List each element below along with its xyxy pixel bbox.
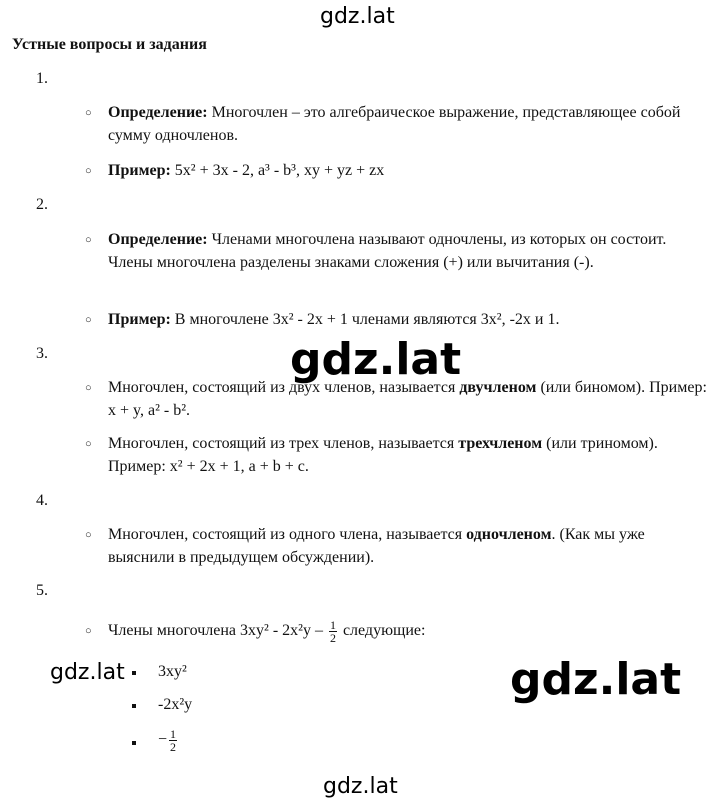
item-number: 5. <box>36 582 48 599</box>
item-text: Многочлен, состоящий из одного члена, называется <box>108 526 467 543</box>
item-text: Многочлен – это алгебраическое выражение, представляющее собой сумму одночленов. <box>108 104 681 144</box>
item-term: двучленом <box>459 379 537 396</box>
list-item <box>108 308 708 331</box>
item-label: Пример: <box>108 311 171 328</box>
item-text: Членами многочлена называют одночлены, из которых он состоит. Члены многочлена разделены знаками сложения (+) или вычитания (-). <box>108 231 667 271</box>
sub-list-item: 3xy² <box>158 663 187 680</box>
circle-bullet-icon: ○ <box>85 165 92 177</box>
item-text: Многочлен, состоящий из двух членов, называется <box>108 379 460 396</box>
item-term: трехчленом <box>458 435 543 452</box>
item-number: 1. <box>36 70 48 87</box>
watermark-left: gdz.lat <box>50 660 125 685</box>
list-item <box>108 159 708 182</box>
fraction <box>169 728 177 753</box>
list-item <box>108 376 708 422</box>
sub-list-item <box>158 728 179 753</box>
square-bullet-icon <box>132 741 136 745</box>
item-text: . (Как мы уже выяснили в предыдущем обсуждении). <box>108 526 645 566</box>
item-text: В многочлене 3x² - 2x + 1 членами являются 3x², -2x и 1. <box>170 311 560 328</box>
section-heading: Устные вопросы и задания <box>12 36 207 53</box>
fraction-numerator: 1 <box>170 727 177 741</box>
item-label: Пример: <box>108 162 171 179</box>
item-number: 2. <box>36 196 48 213</box>
item-text: (или биномом). Пример: x + y, a² - b². <box>108 379 707 419</box>
circle-bullet-icon: ○ <box>85 438 92 450</box>
list-item <box>108 228 708 274</box>
watermark-top: gdz.lat <box>320 4 395 29</box>
item-text: следующие: <box>338 622 426 640</box>
watermark-bottom: gdz.lat <box>323 774 398 799</box>
list-item <box>108 523 708 569</box>
item-text: Многочлен, состоящий из трех членов, называется <box>108 435 459 452</box>
list-item <box>108 101 708 147</box>
fraction-denominator: 2 <box>329 631 336 645</box>
square-bullet-icon <box>132 704 136 708</box>
watermark-center: gdz.lat <box>290 334 462 385</box>
list-item <box>108 432 708 478</box>
fraction-denominator: 2 <box>170 740 177 754</box>
item-text: 5x² + 3x - 2, a³ - b³, xy + yz + zx <box>170 162 385 179</box>
item-number: 3. <box>36 345 48 362</box>
circle-bullet-icon: ○ <box>85 107 92 119</box>
item-text: (или триномом). Пример: x² + 2x + 1, a + b + c. <box>108 435 658 475</box>
list-item <box>108 619 708 644</box>
circle-bullet-icon: ○ <box>85 382 92 394</box>
watermark-right: gdz.lat <box>510 654 682 705</box>
item-number: 4. <box>36 492 48 509</box>
sub-list-item: -2x²y <box>158 696 193 713</box>
circle-bullet-icon: ○ <box>85 529 92 541</box>
item-term: одночленом <box>466 526 552 543</box>
minus-sign: − <box>158 731 168 749</box>
circle-bullet-icon: ○ <box>85 314 92 326</box>
circle-bullet-icon: ○ <box>85 234 92 246</box>
circle-bullet-icon: ○ <box>85 625 92 637</box>
fraction-numerator: 1 <box>329 618 336 632</box>
fraction <box>329 619 337 644</box>
item-label: Определение: <box>108 104 208 121</box>
square-bullet-icon <box>132 671 136 675</box>
item-label: Определение: <box>108 231 208 248</box>
item-text: Члены многочлена 3xy² - 2x²y – <box>108 622 327 640</box>
